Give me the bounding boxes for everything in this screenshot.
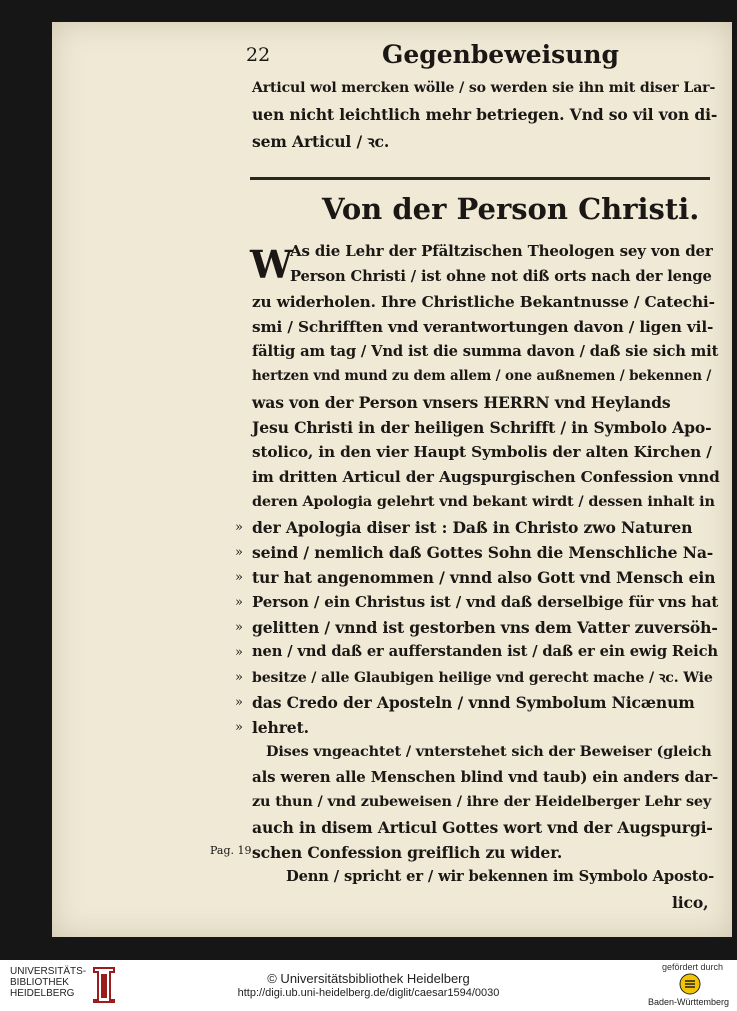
text-line: was von der Person vnsers HERRN vnd Heylands	[252, 393, 671, 412]
source-url[interactable]: http://digi.ub.uni-heidelberg.de/diglit/caesar1594/0030	[237, 987, 500, 999]
text-line: nen / vnd daß er aufferstanden ist / daß er ein ewig Reich	[252, 643, 718, 660]
text-line: As die Lehr der Pfältzischen Theologen sey von der	[290, 242, 713, 260]
margin-quote-mark: »	[235, 545, 243, 560]
text-line: Jesu Christi in der heiligen Schrifft / in Symbolo Apo-	[252, 418, 712, 437]
text-line: zu widerholen. Ihre Christliche Bekantnusse / Catechi-	[252, 293, 715, 311]
text-line: Dises vngeachtet / vnterstehet sich der Beweiser (gleich	[266, 743, 712, 760]
text-line: uen nicht leichtlich mehr betriegen. Vnd so vil von di-	[252, 105, 718, 124]
text-line: sem Articul / ꝛc.	[252, 132, 390, 151]
book-page	[52, 22, 732, 937]
text-line: lico,	[672, 893, 709, 912]
margin-quote-mark: »	[235, 520, 243, 535]
text-line: Person Christi / ist ohne not diß orts nach der lenge	[290, 268, 712, 285]
coat-of-arms-icon	[679, 973, 701, 995]
text-line: schen Confession greiflich zu wider.	[252, 843, 563, 862]
footer-bar	[0, 960, 737, 1011]
text-line: tur hat angenommen / vnnd also Gott vnd Mensch ein	[252, 568, 716, 587]
library-name-line: BIBLIOTHEK	[10, 977, 69, 988]
text-line: Articul wol mercken wölle / so werden sie ihn mit diser Lar-	[252, 80, 716, 96]
funder-name: Baden-Württemberg	[647, 997, 729, 1007]
text-line: stolico, in den vier Haupt Symbolis der alten Kirchen /	[252, 443, 712, 461]
text-line: Denn / spricht er / wir bekennen im Symbolo Aposto-	[286, 868, 715, 885]
section-rule	[250, 177, 710, 180]
text-line: gelitten / vnnd ist gestorben vns dem Vatter zuversöh-	[252, 618, 718, 637]
text-line: auch in disem Articul Gottes wort vnd der Augspurgi-	[252, 818, 713, 837]
copyright-text: © Universitätsbibliothek Heidelberg	[267, 971, 470, 986]
text-line: Person / ein Christus ist / vnd daß derselbige für vns hat	[252, 593, 719, 611]
margin-quote-mark: »	[235, 645, 243, 660]
text-line: das Credo der Aposteln / vnnd Symbolum Nicænum	[252, 693, 695, 712]
margin-quote-mark: »	[235, 595, 243, 610]
text-line: besitze / alle Glaubigen heilige vnd gerecht mache / ꝛc. Wie	[252, 670, 713, 686]
margin-quote-mark: »	[235, 620, 243, 635]
text-line: als weren alle Menschen blind vnd taub) ein anders dar-	[252, 768, 719, 786]
running-title: Gegenbeweisung	[382, 40, 620, 69]
text-line: zu thun / vnd zubeweisen / ihre der Heidelberger Lehr sey	[252, 793, 712, 810]
page-number: 22	[246, 44, 271, 66]
text-line: fältig am tag / Vnd ist die summa davon / daß sie sich mit	[252, 343, 719, 360]
text-line: smi / Schrifften vnd verantwortungen davon / ligen vil-	[252, 318, 714, 336]
margin-quote-mark: »	[235, 670, 243, 685]
drop-cap: W	[250, 242, 293, 287]
margin-reference: Pag. 19.	[210, 844, 255, 857]
text-line: deren Apologia gelehrt vnd bekant wirdt / dessen inhalt in	[252, 493, 715, 510]
section-title: Von der Person Christi.	[322, 192, 700, 226]
text-line: der Apologia diser ist : Daß in Christo zwo Naturen	[252, 518, 693, 537]
text-line: seind / nemlich daß Gottes Sohn die Menschliche Na-	[252, 543, 714, 562]
margin-quote-mark: »	[235, 695, 243, 710]
library-name-line: UNIVERSITÄTS-	[10, 966, 87, 977]
text-line: hertzen vnd mund zu dem allem / one außnemen / bekennen /	[252, 368, 712, 384]
margin-quote-mark: »	[235, 720, 243, 735]
margin-quote-mark: »	[235, 570, 243, 585]
library-name-line: HEIDELBERG	[10, 988, 75, 999]
text-line: im dritten Articul der Augspurgischen Confession vnnd	[252, 468, 720, 486]
text-line: lehret.	[252, 718, 309, 737]
funded-by-label: gefördert durch	[661, 962, 723, 972]
